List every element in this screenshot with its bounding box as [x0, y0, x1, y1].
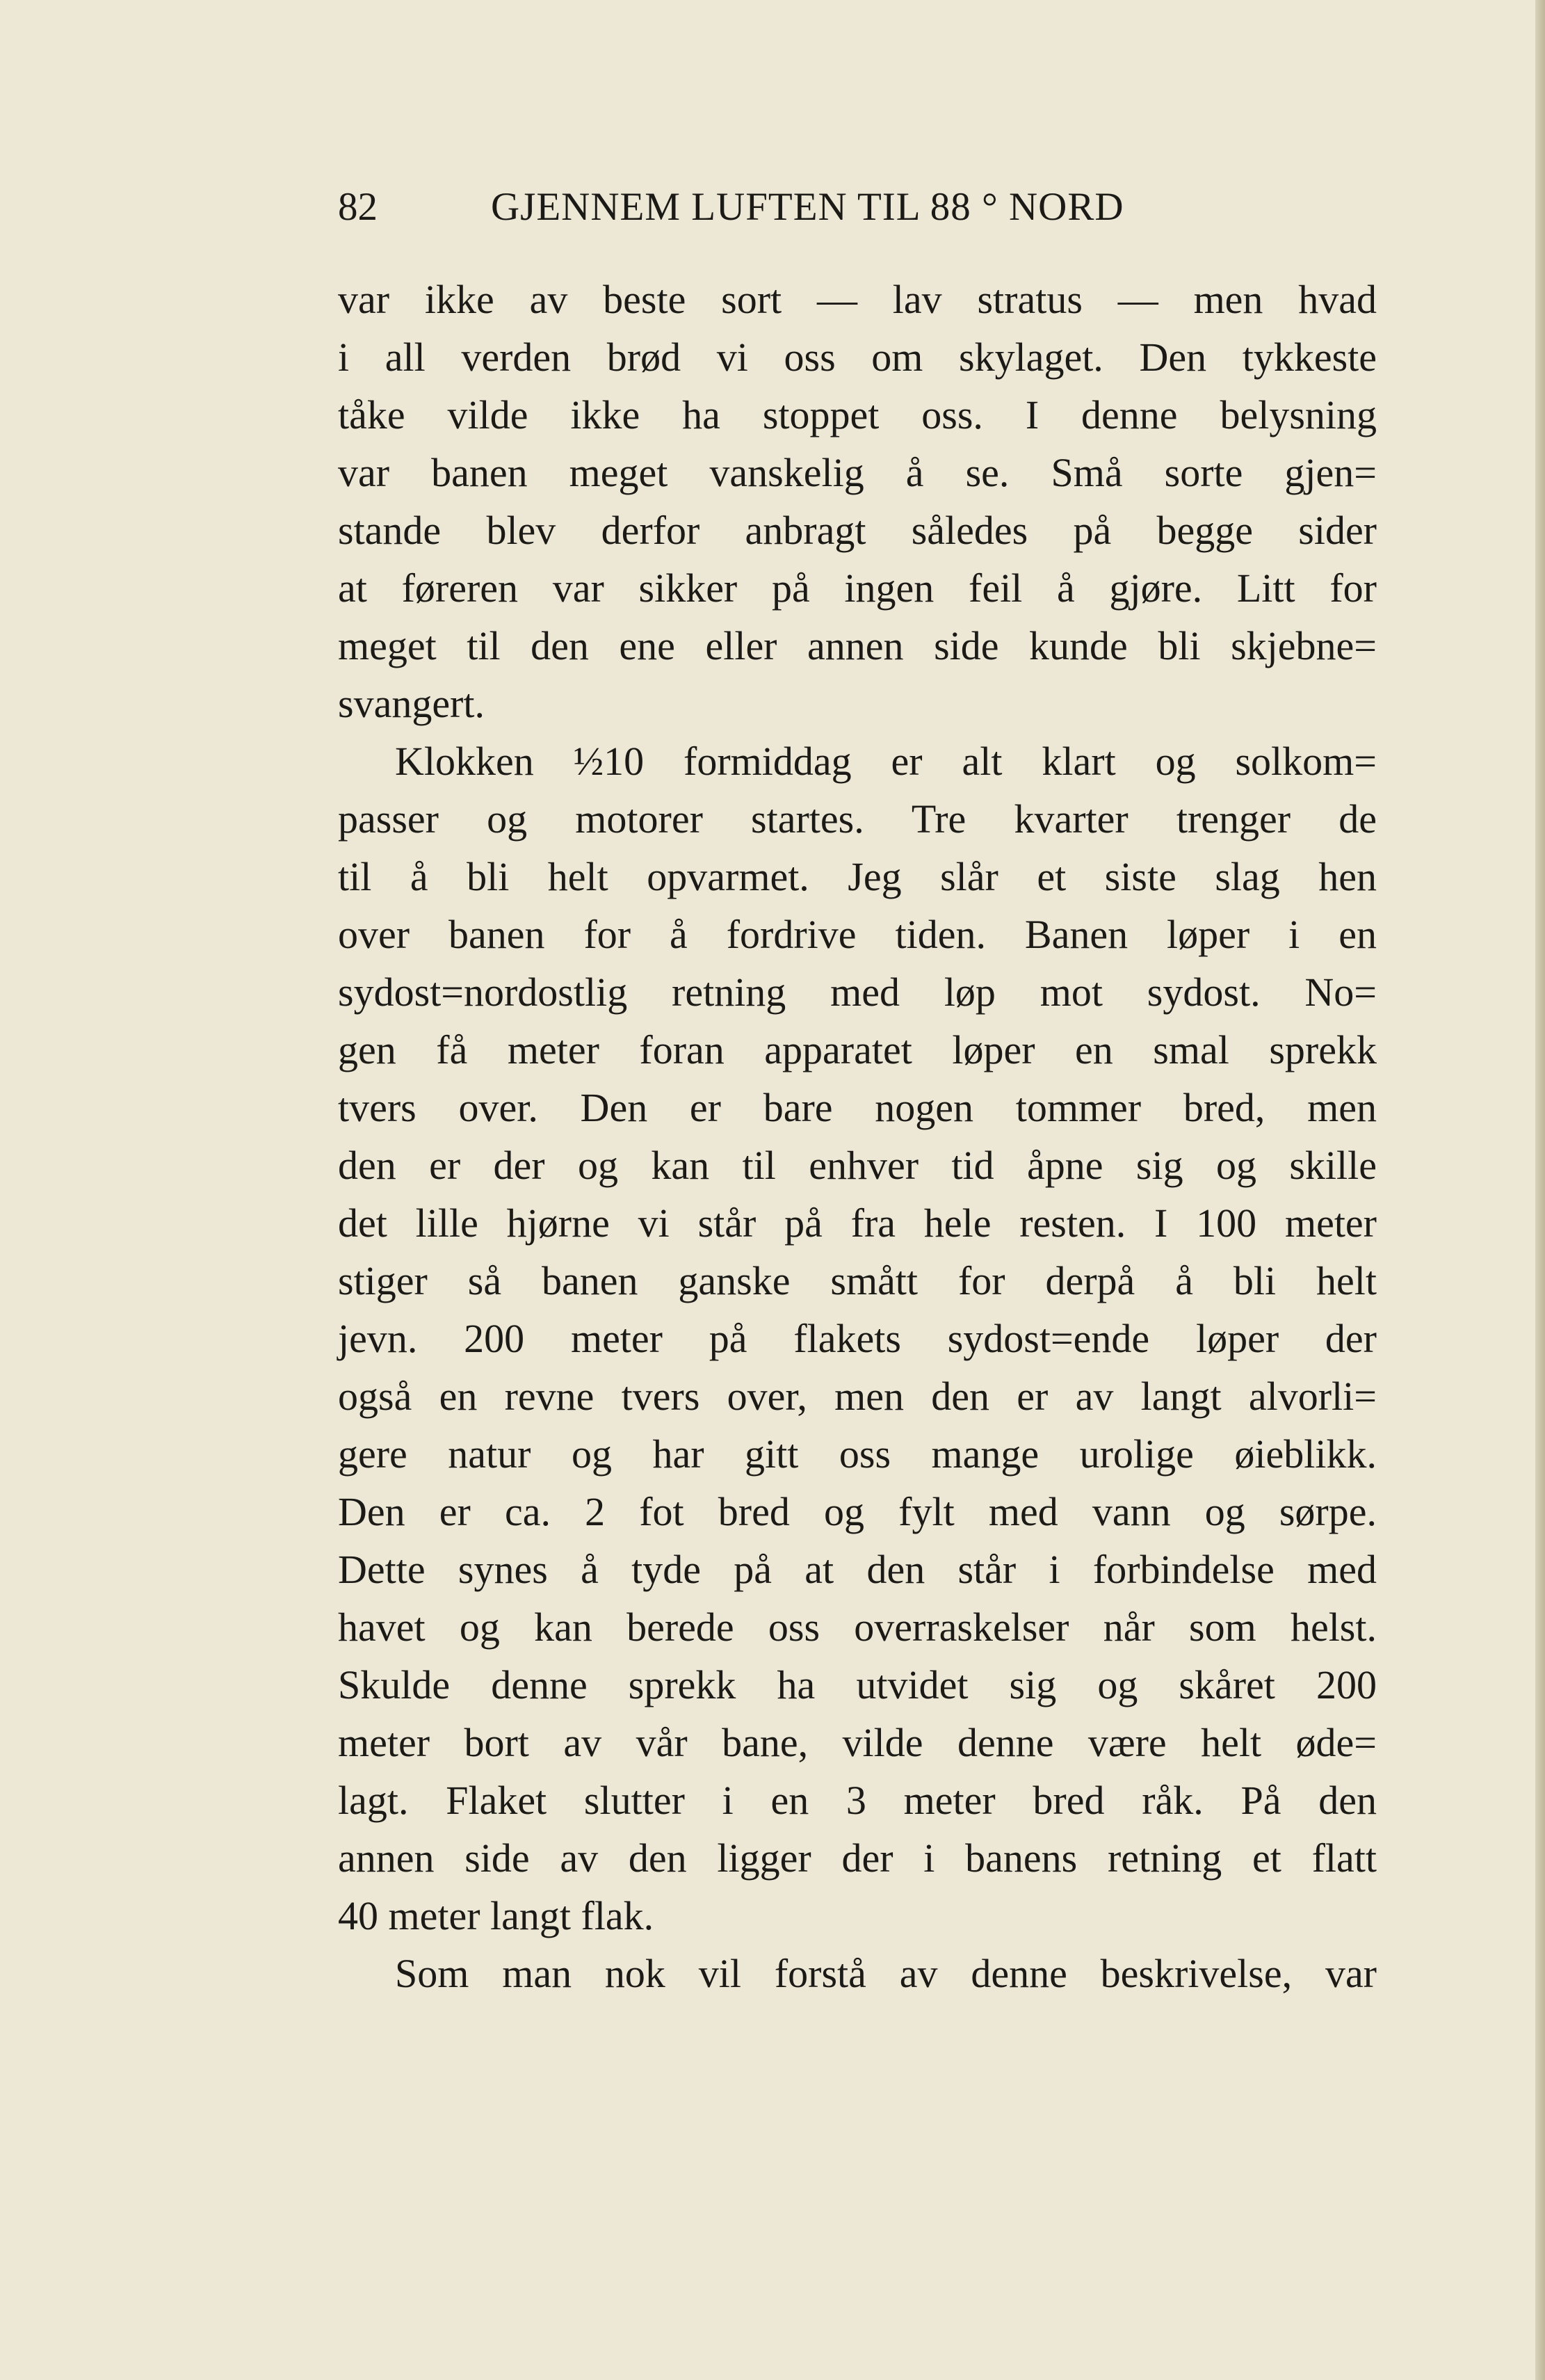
- text-line: jevn. 200 meter på flakets sydost=ende løper der: [338, 1316, 1377, 1361]
- text-line: var banen meget vanskelig å se. Små sorte gjen=: [338, 450, 1377, 495]
- text-line: havet og kan berede oss overraskelser når som helst.: [338, 1605, 1377, 1650]
- text-line: meter bort av vår bane, vilde denne være helt øde=: [338, 1720, 1377, 1765]
- text-line: tåke vilde ikke ha stoppet oss. I denne belysning: [338, 392, 1377, 437]
- text-line: lagt. Flaket slutter i en 3 meter bred råk. På den: [338, 1778, 1377, 1823]
- running-title: GJENNEM LUFTEN TIL 88 ° NORD: [491, 185, 1124, 229]
- text-line: i all verden brød vi oss om skylaget. Den tykkeste: [338, 335, 1377, 380]
- text-line: også en revne tvers over, men den er av langt alvorli=: [338, 1374, 1377, 1419]
- text-line: Den er ca. 2 fot bred og fylt med vann og sørpe.: [338, 1489, 1377, 1534]
- text-line: Skulde denne sprekk ha utvidet sig og skåret 200: [338, 1662, 1377, 1707]
- text-line: Dette synes å tyde på at den står i forbindelse med: [338, 1547, 1377, 1592]
- text-line: den er der og kan til enhver tid åpne sig og skille: [338, 1143, 1377, 1188]
- text-line: det lille hjørne vi står på fra hele resten. I 100 meter: [338, 1200, 1377, 1246]
- text-line: stande blev derfor anbragt således på begge sider: [338, 508, 1377, 553]
- text-line: Som man nok vil forstå av denne beskrivelse, var: [395, 1951, 1377, 1996]
- text-line: gen få meter foran apparatet løper en smal sprekk: [338, 1027, 1377, 1072]
- text-line: meget til den ene eller annen side kunde bli skjebne=: [338, 623, 1377, 668]
- text-line: annen side av den ligger der i banens retning et flatt: [338, 1835, 1377, 1881]
- text-line: passer og motorer startes. Tre kvarter trenger de: [338, 796, 1377, 842]
- text-line: stiger så banen ganske smått for derpå å bli helt: [338, 1258, 1377, 1303]
- text-line: over banen for å fordrive tiden. Banen løper i en: [338, 912, 1377, 957]
- text-line: til å bli helt opvarmet. Jeg slår et siste slag hen: [338, 854, 1377, 899]
- text-line: var ikke av beste sort — lav stratus — men hvad: [338, 277, 1377, 322]
- text-line: at føreren var sikker på ingen feil å gjøre. Litt for: [338, 565, 1377, 611]
- text-line: gere natur og har gitt oss mange urolige øieblikk.: [338, 1431, 1377, 1477]
- running-header: [338, 179, 1381, 235]
- text-line: tvers over. Den er bare nogen tommer bred, men: [338, 1085, 1377, 1130]
- page-number: 82: [338, 185, 378, 229]
- text-line: 40 meter langt flak.: [338, 1893, 654, 1938]
- text-line: Klokken ½10 formiddag er alt klart og solkom=: [395, 739, 1377, 784]
- body-text: [338, 271, 1377, 2002]
- page-edge: [1535, 0, 1545, 2380]
- text-line: svangert.: [338, 681, 485, 726]
- text-line: sydost=nordostlig retning med løp mot sydost. No=: [338, 970, 1377, 1015]
